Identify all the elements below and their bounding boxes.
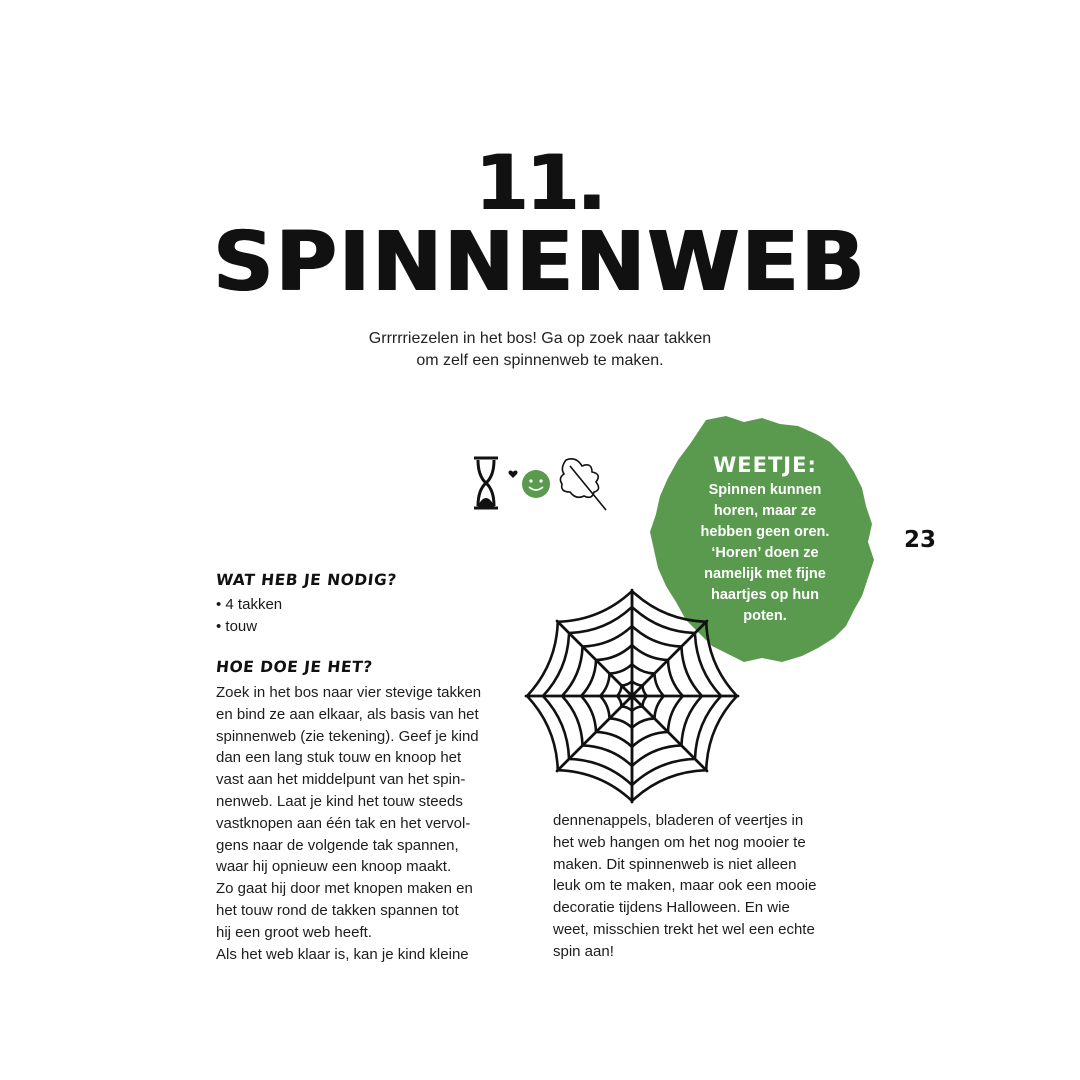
text-line: en bind ze aan elkaar, als basis van het: [216, 705, 479, 723]
weetje-line: haartjes op hun: [711, 587, 819, 603]
spider-web-illustration: [522, 588, 742, 808]
hourglass-icon: [474, 458, 498, 508]
intro-line: Grrrrriezelen in het bos! Ga op zoek naar takken: [368, 330, 712, 347]
text-line: spin aan!: [553, 942, 614, 960]
smiley-icon: [522, 470, 550, 498]
text-line: hij een groot web heeft.: [216, 923, 372, 941]
howto-text-left: [216, 682, 516, 965]
heart-icon: [508, 471, 517, 478]
text-line: waar hij opnieuw een knoop maakt.: [216, 858, 452, 876]
text-line: weet, misschien trekt het wel een echte: [553, 920, 815, 938]
weetje-line: horen, maar ze: [713, 503, 817, 519]
text-line: gens naar de volgende tak spannen,: [216, 836, 459, 854]
weetje-line: poten.: [743, 608, 787, 624]
chapter-number: 11.: [475, 138, 605, 227]
needs-heading: WAT HEB JE NODIG?: [215, 571, 398, 589]
text-line: leuk om te maken, maar ook een mooie: [553, 877, 817, 895]
weetje-line: namelijk met fijne: [704, 566, 826, 582]
text-line: Als het web klaar is, kan je kind kleine: [216, 945, 469, 963]
weetje-title: WEETJE:: [713, 453, 817, 477]
page-number: 23: [904, 527, 937, 553]
text-line: dan een lang stuk touw en knoop het: [216, 749, 462, 767]
howto-heading: HOE DOE JE HET?: [215, 658, 374, 676]
text-line: het touw rond de takken spannen tot: [216, 901, 459, 919]
leaf-icon: [560, 459, 606, 510]
list-item: • 4 takken: [216, 596, 283, 613]
needs-list: [216, 594, 282, 638]
text-line: spinnenweb (zie tekening). Geef je kind: [216, 727, 479, 745]
howto-text-right: [553, 810, 863, 963]
activity-icons: [468, 452, 618, 518]
text-line: nenweb. Laat je kind het touw steeds: [216, 792, 463, 810]
text-line: decoratie tijdens Halloween. En wie: [553, 899, 790, 917]
text-line: vast aan het middelpunt van het spin-: [216, 771, 466, 789]
list-item: • touw: [216, 618, 258, 635]
text-line: Zo gaat hij door met knopen maken en: [216, 880, 473, 898]
text-line: vastknopen aan één tak en het vervol-: [216, 814, 471, 832]
text-line: dennenappels, bladeren of veertjes in: [553, 812, 804, 829]
text-line: Zoek in het bos naar vier stevige takken: [216, 684, 482, 701]
weetje-line: Spinnen kunnen: [708, 482, 822, 498]
intro-text: [290, 328, 790, 372]
page-title: SPINNENWEB: [213, 215, 867, 310]
weetje-line: ‘Horen’ doen ze: [711, 545, 819, 561]
weetje-line: hebben geen oren.: [700, 524, 830, 540]
text-line: maken. Dit spinnenweb is niet alleen: [553, 855, 797, 873]
text-line: het web hangen om het nog mooier te: [553, 833, 806, 851]
intro-line: om zelf een spinnenweb te maken.: [416, 352, 664, 369]
